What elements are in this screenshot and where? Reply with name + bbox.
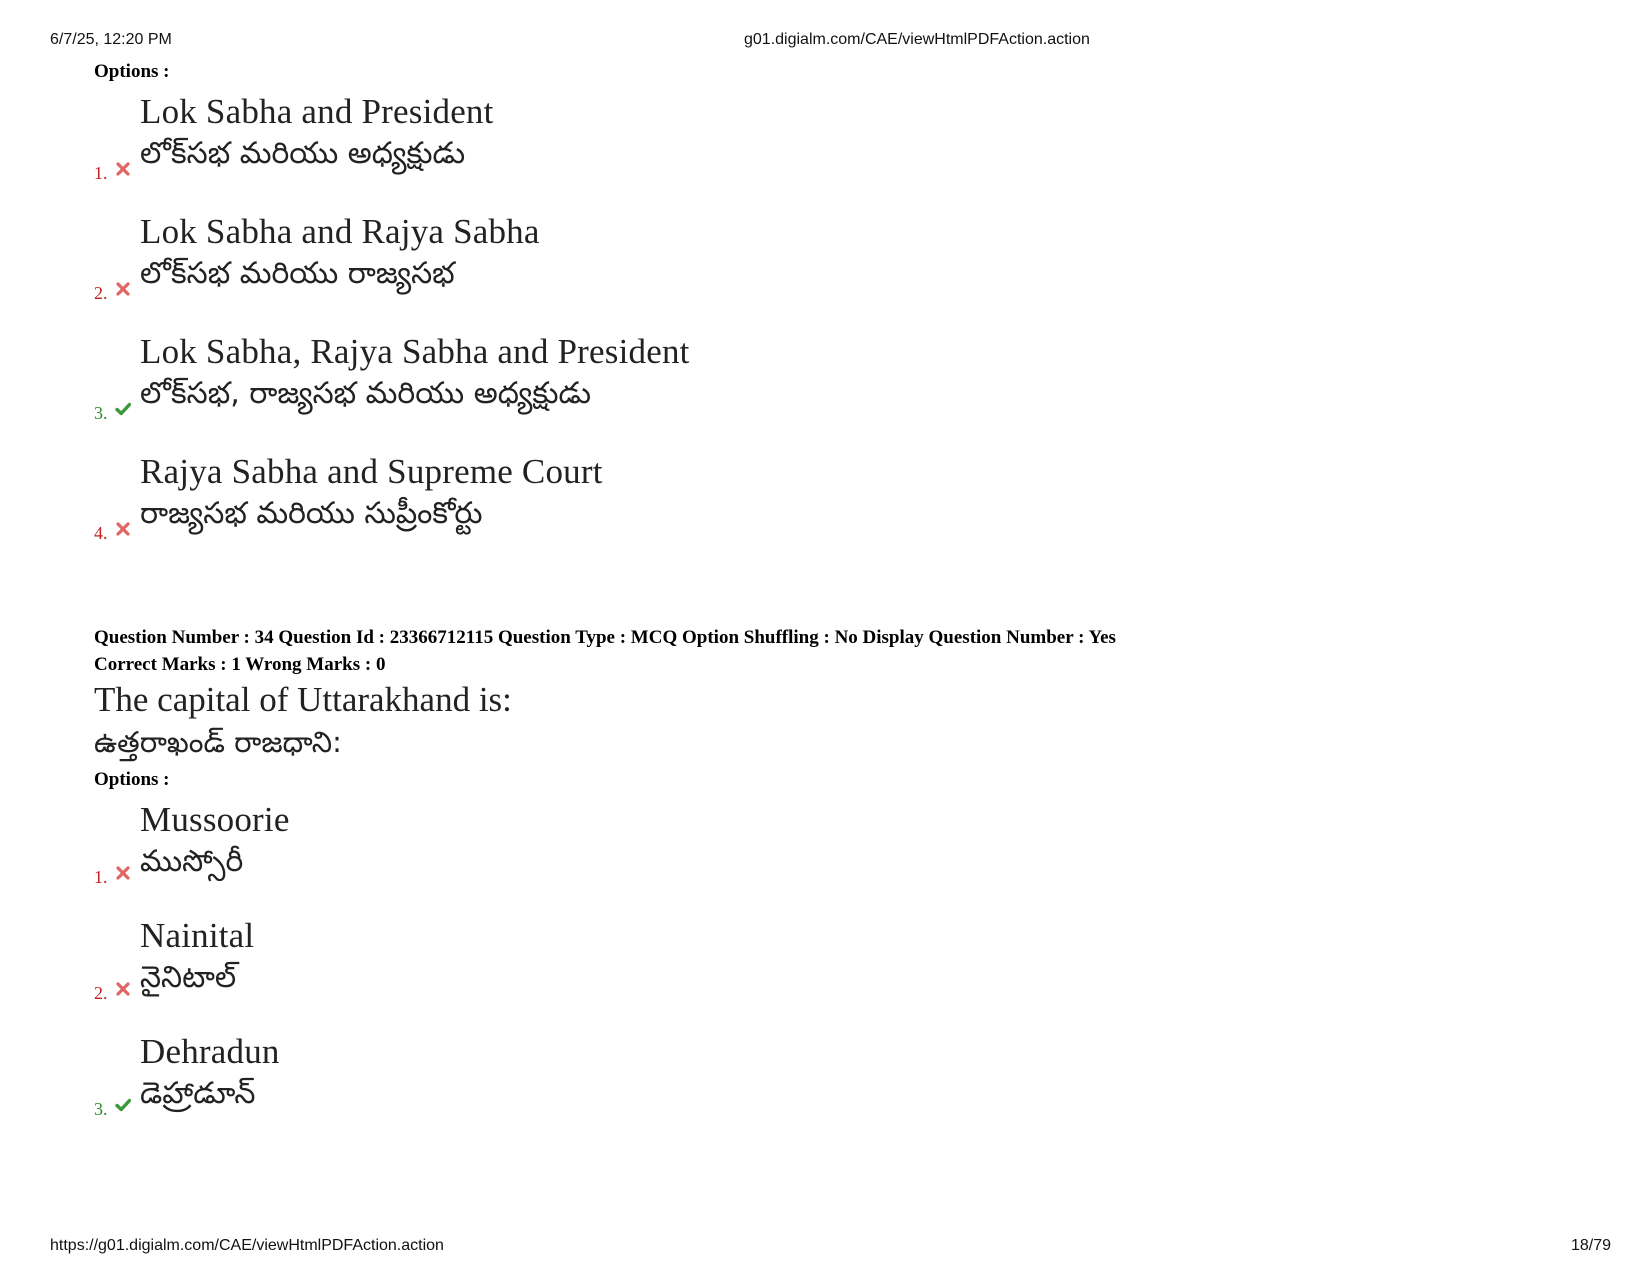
option-number: 1.: [94, 867, 108, 887]
option-marker: [94, 161, 131, 184]
page-content: [94, 60, 1494, 1140]
question-meta: Question Number : 34 Question Id : 23366712115 Question Type : MCQ Option Shuffling : No Display Question Number : Yes: [94, 627, 1116, 648]
option-text-english: Mussoorie: [140, 800, 290, 839]
option-marker: [94, 281, 131, 304]
option-text-telugu: నైనిటాల్: [140, 960, 237, 995]
print-datetime: 6/7/25, 12:20 PM: [50, 31, 172, 48]
option-marker: [94, 401, 131, 424]
option-text-telugu: లోక్‌సభ, రాజ్యసభ మరియు అధ్యక్షుడు: [140, 376, 592, 411]
print-header-url: g01.digialm.com/CAE/viewHtmlPDFAction.action: [744, 31, 1090, 48]
option-list: [94, 84, 1494, 564]
print-header: [50, 31, 1601, 53]
option-item: [94, 792, 1494, 908]
print-footer-url: https://g01.digialm.com/CAE/viewHtmlPDFAction.action: [50, 1237, 444, 1254]
option-item: [94, 204, 1494, 324]
option-text-telugu: లోక్‌సభ మరియు రాజ్యసభ: [140, 256, 455, 291]
option-number: 1.: [94, 163, 108, 183]
option-number: 4.: [94, 523, 108, 543]
option-number: 2.: [94, 983, 108, 1003]
question-33-options: [94, 60, 1494, 564]
question-34: [94, 624, 1494, 1140]
option-number: 3.: [94, 403, 108, 423]
question-text-telugu: ఉత్తరాఖండ్ రాజధాని:: [94, 725, 342, 759]
question-text-english: The capital of Uttarakhand is:: [94, 680, 512, 719]
page-number: 18/79: [1570, 1237, 1611, 1254]
option-number: 2.: [94, 283, 108, 303]
option-text-telugu: ముస్సోరీ: [140, 844, 244, 879]
option-marker: [94, 1097, 131, 1120]
option-text-telugu: రాజ్యసభ మరియు సుప్రీంకోర్టు: [140, 496, 483, 531]
option-marker: [94, 865, 131, 888]
option-text-english: Dehradun: [140, 1032, 280, 1071]
check-icon: [115, 401, 131, 417]
cross-icon: [115, 281, 131, 297]
print-footer: [50, 1237, 1611, 1259]
option-text-english: Lok Sabha and Rajya Sabha: [140, 212, 540, 251]
option-text-english: Lok Sabha, Rajya Sabha and President: [140, 332, 690, 371]
option-number: 3.: [94, 1099, 108, 1119]
option-marker: [94, 521, 131, 544]
option-marker: [94, 981, 131, 1004]
cross-icon: [115, 161, 131, 177]
option-item: [94, 908, 1494, 1024]
option-list: [94, 792, 1494, 1140]
option-text-english: Rajya Sabha and Supreme Court: [140, 452, 603, 491]
option-text-english: Lok Sabha and President: [140, 92, 494, 131]
question-marks: Correct Marks : 1 Wrong Marks : 0: [94, 654, 386, 675]
options-label: Options :: [94, 769, 170, 790]
check-icon: [115, 1097, 131, 1113]
option-item: [94, 84, 1494, 204]
option-text-telugu: డెహ్రాడూన్: [140, 1076, 256, 1111]
option-item: [94, 444, 1494, 564]
cross-icon: [115, 865, 131, 881]
option-text-telugu: లోక్‌సభ మరియు అధ్యక్షుడు: [140, 136, 466, 171]
options-label: Options :: [94, 61, 170, 82]
cross-icon: [115, 521, 131, 537]
option-item: [94, 1024, 1494, 1140]
cross-icon: [115, 981, 131, 997]
option-text-english: Nainital: [140, 916, 255, 955]
option-item: [94, 324, 1494, 444]
